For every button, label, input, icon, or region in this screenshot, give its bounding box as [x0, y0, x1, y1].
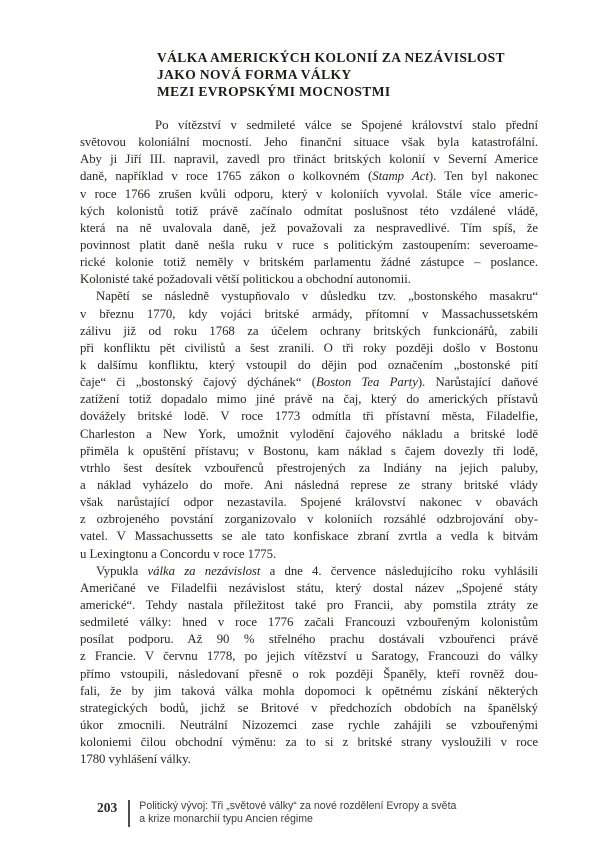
text-line [80, 374, 538, 391]
text-segment: vatel. V Massachussetts se ale tato konfiskace zbraní zvrtla a vedla k bitvám [80, 529, 538, 544]
text-segment: zatížení totiž dopadalo mimo jiné právě na čaj, který do amerických přístavů [80, 392, 538, 407]
text-segment: daně, například v roce 1765 zákon o kolkovném ( [80, 169, 373, 184]
footer-divider [128, 800, 130, 827]
text-line [80, 494, 538, 511]
text-line [80, 426, 538, 443]
text-line [80, 597, 538, 614]
text-segment: Vypukla [96, 563, 148, 578]
text-line [80, 254, 538, 271]
text-line [80, 631, 538, 648]
chapter-heading [157, 49, 505, 100]
text-segment: v roce 1766 zrušen kvůli odporu, který v koloniích vyvolal. Stále více americ- [80, 186, 538, 201]
text-line [80, 271, 538, 288]
text-line [80, 614, 538, 631]
text-segment: a náklad vyházelo do moře. Ani následná represe ze strany britské vlády [80, 477, 538, 492]
text-segment: úkor zmocnili. Neutrální Nizozemci zase rychle zahájili se vzbouřenými [80, 717, 538, 732]
text-segment: přiměla k opuštění přístavu; v Bostonu, kam náklad s čajem dovezly tři lodě, [80, 443, 538, 458]
text-segment: kých kolonistů totiž právě začínalo odmítat poslušnost této vzdálené vládě, [80, 203, 538, 218]
text-line [80, 648, 538, 665]
text-line [80, 683, 538, 700]
text-line [80, 391, 538, 408]
text-line [80, 220, 538, 237]
text-segment: ). Ten byl nakonec [428, 169, 538, 184]
text-segment: k dalšímu konfliktu, který vstoupil do dějin pod označením „bostonské pití [80, 357, 538, 372]
paragraph [80, 288, 538, 562]
text-segment: která na ně uvalovala daně, jež považovali za nespravedlivé. Tím spíš, že [80, 220, 538, 235]
text-line [80, 408, 538, 425]
text-segment: z Francie. V červnu 1778, po jejich vítězství u Saratogy, Francouzi do války [80, 649, 538, 664]
text-line [80, 237, 538, 254]
text-line [80, 734, 538, 751]
text-line [80, 666, 538, 683]
text-line [80, 340, 538, 357]
chapter-heading-line: JAKO NOVÁ FORMA VÁLKY [157, 67, 352, 82]
page-number: 203 [97, 800, 118, 815]
text-line [80, 186, 538, 203]
paragraph [80, 563, 538, 769]
text-line [80, 357, 538, 374]
chapter-heading-line: MEZI EVROPSKÝMI MOCNOSTMI [157, 84, 391, 99]
text-line [80, 134, 538, 151]
text-line [80, 151, 538, 168]
chapter-heading-line: VÁLKA AMERICKÝCH KOLONIÍ ZA NEZÁVISLOST [157, 50, 505, 65]
text-line [80, 511, 538, 528]
text-line [80, 563, 538, 580]
text-segment: u Lexingtonu a Concordu v roce 1775. [80, 546, 277, 561]
text-segment: ). Narůstající daňové [417, 375, 538, 390]
text-segment: z ozbrojeného povstání zorganizovalo v koloniích rozsáhlé odzbrojování oby- [80, 512, 538, 527]
text-segment: Kolonisté také požadovali větší politickou a obchodní autonomii. [80, 272, 411, 287]
running-footer-title [139, 800, 456, 826]
text-segment: rické kolonie totiž neměly v britském parlamentu žádné zástupce – poslance. [80, 255, 538, 270]
paragraph [80, 117, 538, 288]
text-segment: dovážely britské lodě. V roce 1773 odmítla tři přístavní města, Filadelfie, [80, 409, 538, 424]
text-line [80, 168, 538, 185]
running-footer-line: a krize monarchií typu Ancien régime [139, 813, 313, 826]
italic-text: Stamp Act [372, 169, 429, 184]
text-segment: americké“. Tehdy nastala příležitost také pro Francii, aby pomstila ztráty ze [80, 597, 538, 612]
text-segment: přímo vstoupili, následovaní přesně o rok později Španěly, kteří rovněž dou- [80, 666, 538, 681]
text-line [80, 443, 538, 460]
text-segment: povinnost platit daně nešla ruku v ruce s politickým zastoupením: severoame- [80, 237, 538, 252]
italic-text: Boston Tea Party [315, 375, 418, 390]
text-segment: čaje“ či „bostonský čajový dýchánek“ ( [80, 375, 316, 390]
text-segment: 1780 vyhlášení války. [80, 752, 191, 767]
text-segment: Charleston a New York, umožnit vylodění čajového nákladu a britské lodě [80, 426, 538, 441]
italic-text: válka za nezávislost [147, 563, 261, 578]
text-segment: v březnu 1770, kdy vojáci britské armády, přítomní v Massachussetském [80, 306, 538, 321]
text-line [80, 477, 538, 494]
text-line [80, 717, 538, 734]
text-line [80, 700, 538, 717]
text-line [80, 460, 538, 477]
text-segment: Napětí se následně vystupňovalo v důsledku tzv. „bostonského masakru“ [96, 289, 538, 304]
text-segment: posílat podporu. Až 90 % střelného prachu dostávali vzbouřenci právě [80, 632, 538, 647]
text-line [80, 306, 538, 323]
text-line [80, 751, 538, 768]
body-text [80, 117, 538, 768]
text-line [80, 528, 538, 545]
text-segment: vtrhlo šest desítek vzbouřenců přestrojených za Indiány na jejich paluby, [80, 460, 538, 475]
text-line [80, 288, 538, 305]
text-line [80, 203, 538, 220]
text-line [80, 323, 538, 340]
text-line [80, 546, 538, 563]
text-segment: strategických bodů, jichž se Britové v předchozích obdobích na španělský [80, 700, 538, 715]
running-footer-line: Politický vývoj: Tři „světové války“ za nové rozdělení Evropy a světa [139, 800, 457, 812]
text-segment: sedmileté války: hned v roce 1776 začali Francouzi vzbouřeným kolonistům [80, 615, 538, 630]
text-segment: Aby ji Jiří III. napravil, zavedl pro třináct britských kolonií v Severní Americe [80, 152, 538, 167]
text-segment: při konfliktu pět civilistů a šest zranili. O tři roky později došlo v Bostonu [80, 340, 538, 355]
text-segment: Američané ve Filadelfii nezávislost státu, který dostal název „Spojené státy [80, 580, 538, 595]
text-segment: však narůstající odpor nezastavila. Spojené království nakonec v obavách [80, 495, 538, 510]
text-segment: zálivu již od roku 1768 za účelem ochrany britských funkcionářů, zabili [80, 323, 538, 338]
text-segment: fali, že by jim taková válka mohla dopomoci k opětnému získání některých [80, 683, 538, 698]
text-segment: koloniemi čilou obchodní výměnu: za to si z britské strany vysloužili v roce [80, 735, 538, 750]
text-segment: a dne 4. července následujícího roku vyhlásili [260, 563, 538, 578]
text-segment: Po vítězství v sedmileté válce se Spojené království stalo přední [155, 118, 538, 132]
text-segment: světovou koloniální mocností. Jeho finanční situace však byla katastrofální. [80, 135, 538, 150]
page-footer [97, 800, 537, 827]
text-line [80, 580, 538, 597]
text-line [80, 117, 538, 134]
